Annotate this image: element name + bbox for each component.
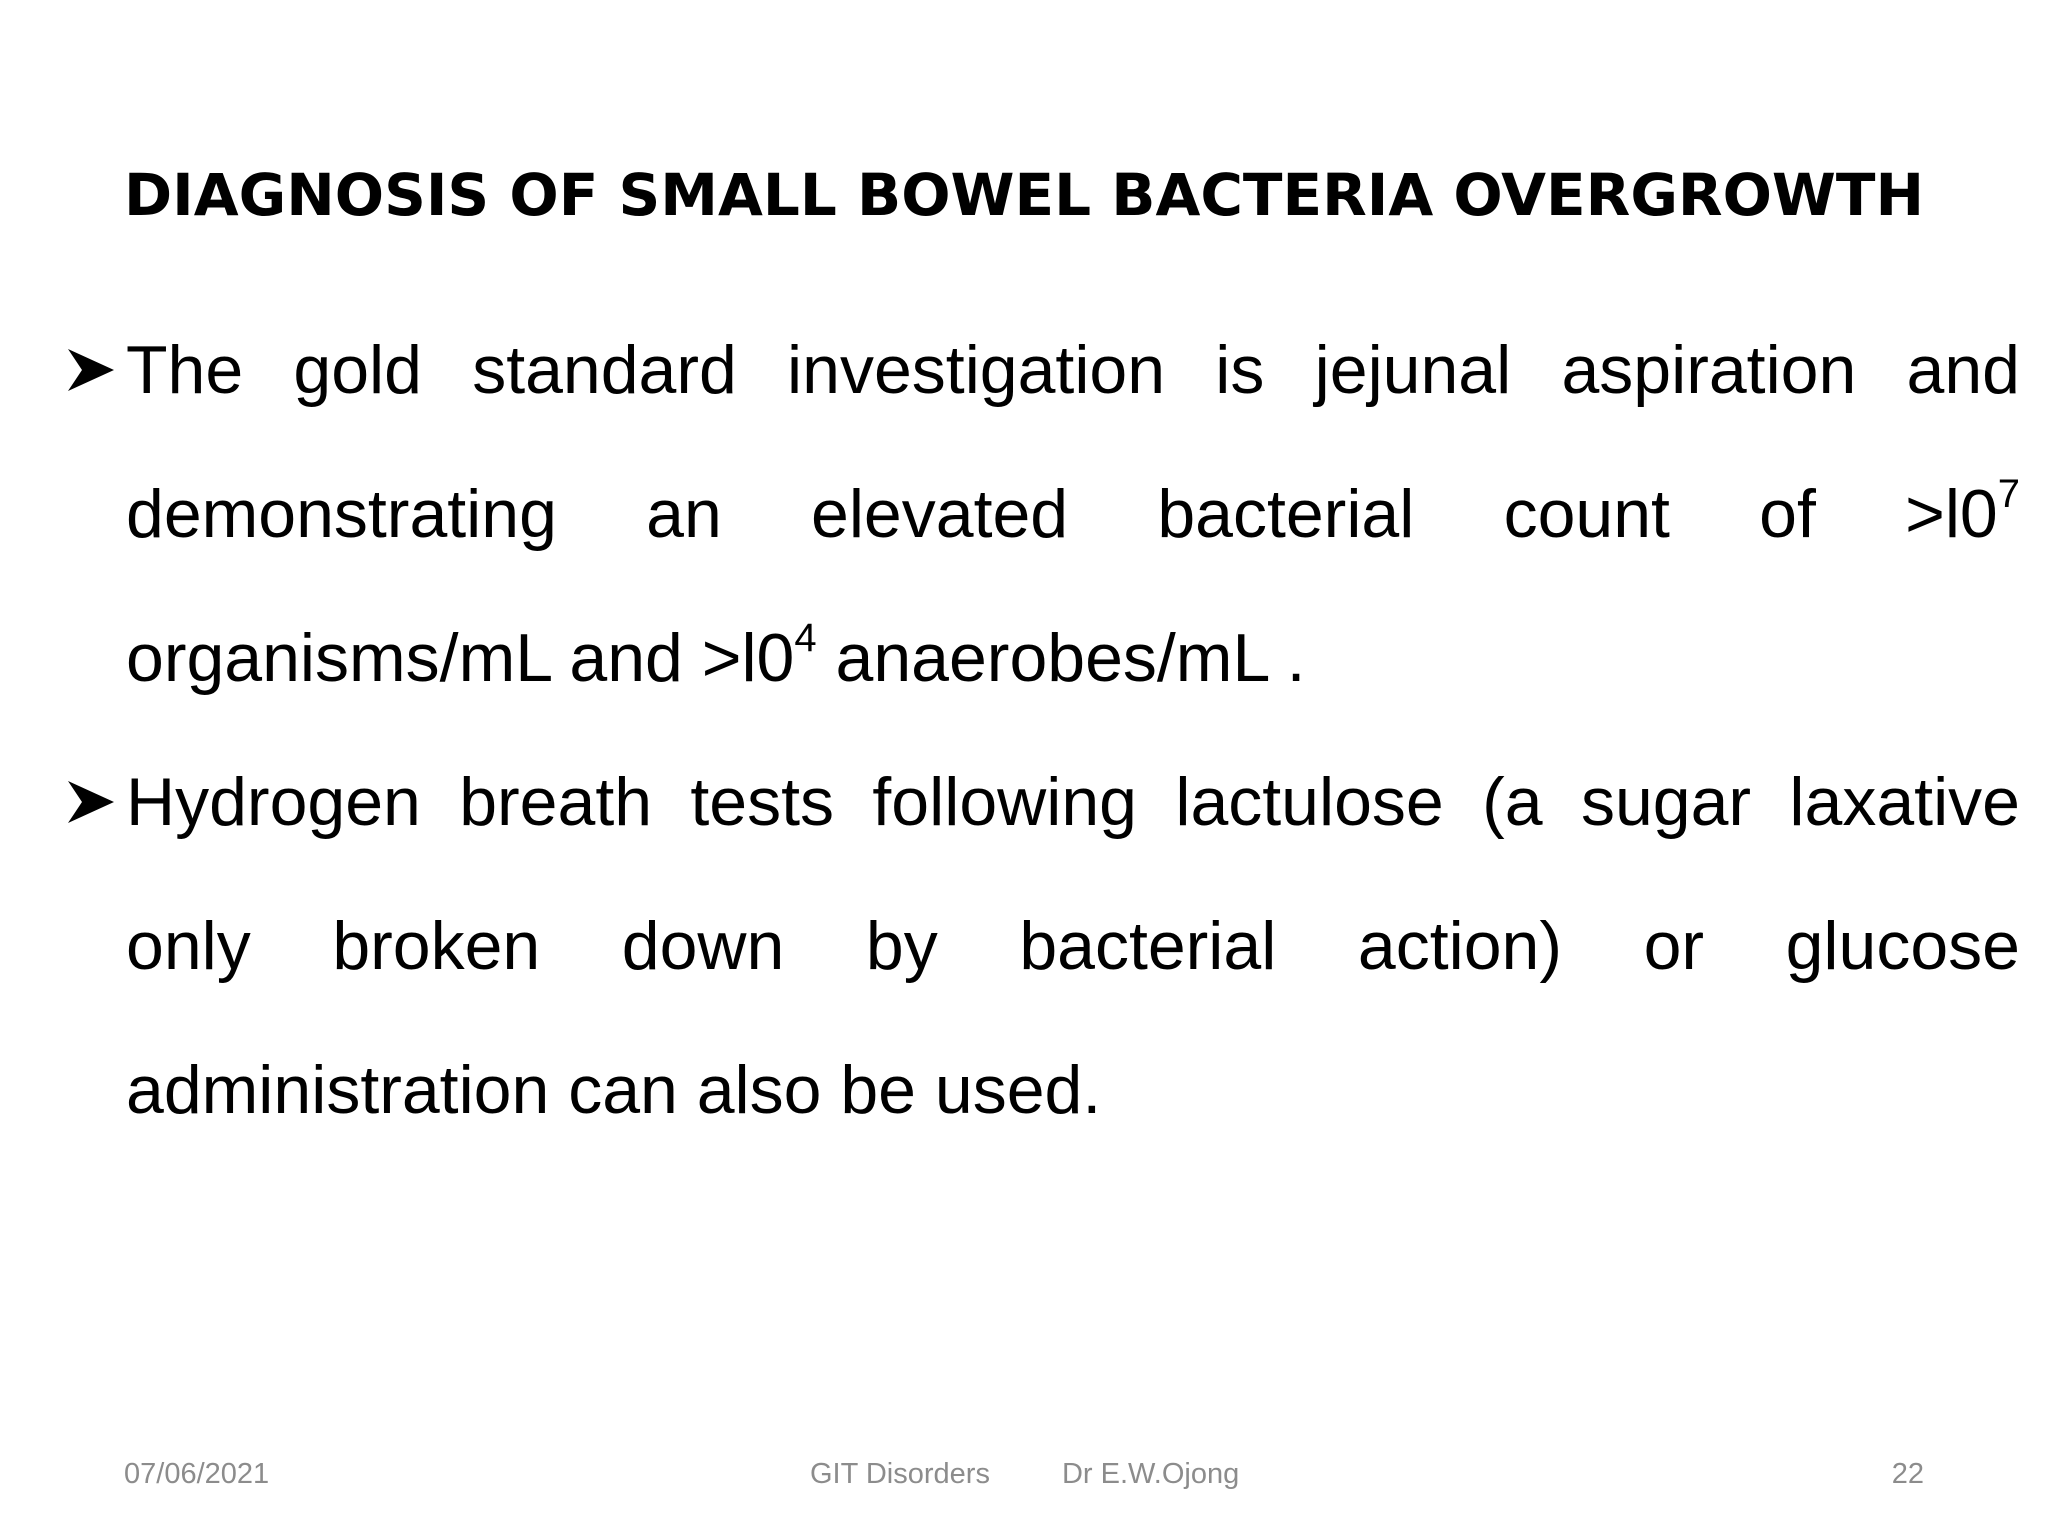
bullet-line: administration can also be used. <box>126 1052 1102 1128</box>
bullet-text: demonstrating an elevated bacterial count of >l0 <box>126 476 1998 552</box>
bullet-line: Hydrogen breath tests following lactulose (a sugar laxative <box>126 764 2020 840</box>
bullet-text: anaerobes/mL . <box>816 620 1306 696</box>
bullet-text: organisms/mL and >l0 <box>126 620 795 696</box>
bullet-list <box>64 298 2020 1162</box>
footer-course: GIT Disorders <box>810 1458 990 1490</box>
footer-center <box>810 1456 1239 1492</box>
bullet-line: The gold standard investigation is jejunal aspiration and <box>126 332 2020 408</box>
superscript-exponent: 7 <box>1997 472 2020 517</box>
footer-author: Dr E.W.Ojong <box>1061 1458 1240 1490</box>
bullet-line <box>126 442 2020 586</box>
bullet-item-hydrogen-breath <box>64 730 2020 1162</box>
bullet-item-gold-standard <box>64 298 2020 730</box>
footer-page-number: 22 <box>1891 1458 1924 1490</box>
arrow-bullet-icon <box>66 730 120 874</box>
arrow-bullet-icon <box>66 298 120 442</box>
superscript-exponent: 4 <box>794 616 817 661</box>
slide-title: DIAGNOSIS OF SMALL BOWEL BACTERIA OVERGROWTH <box>124 161 1924 229</box>
bullet-line <box>126 586 2020 730</box>
footer-date: 07/06/2021 <box>124 1458 270 1490</box>
bullet-line: only broken down by bacterial action) or glucose <box>126 908 2020 984</box>
